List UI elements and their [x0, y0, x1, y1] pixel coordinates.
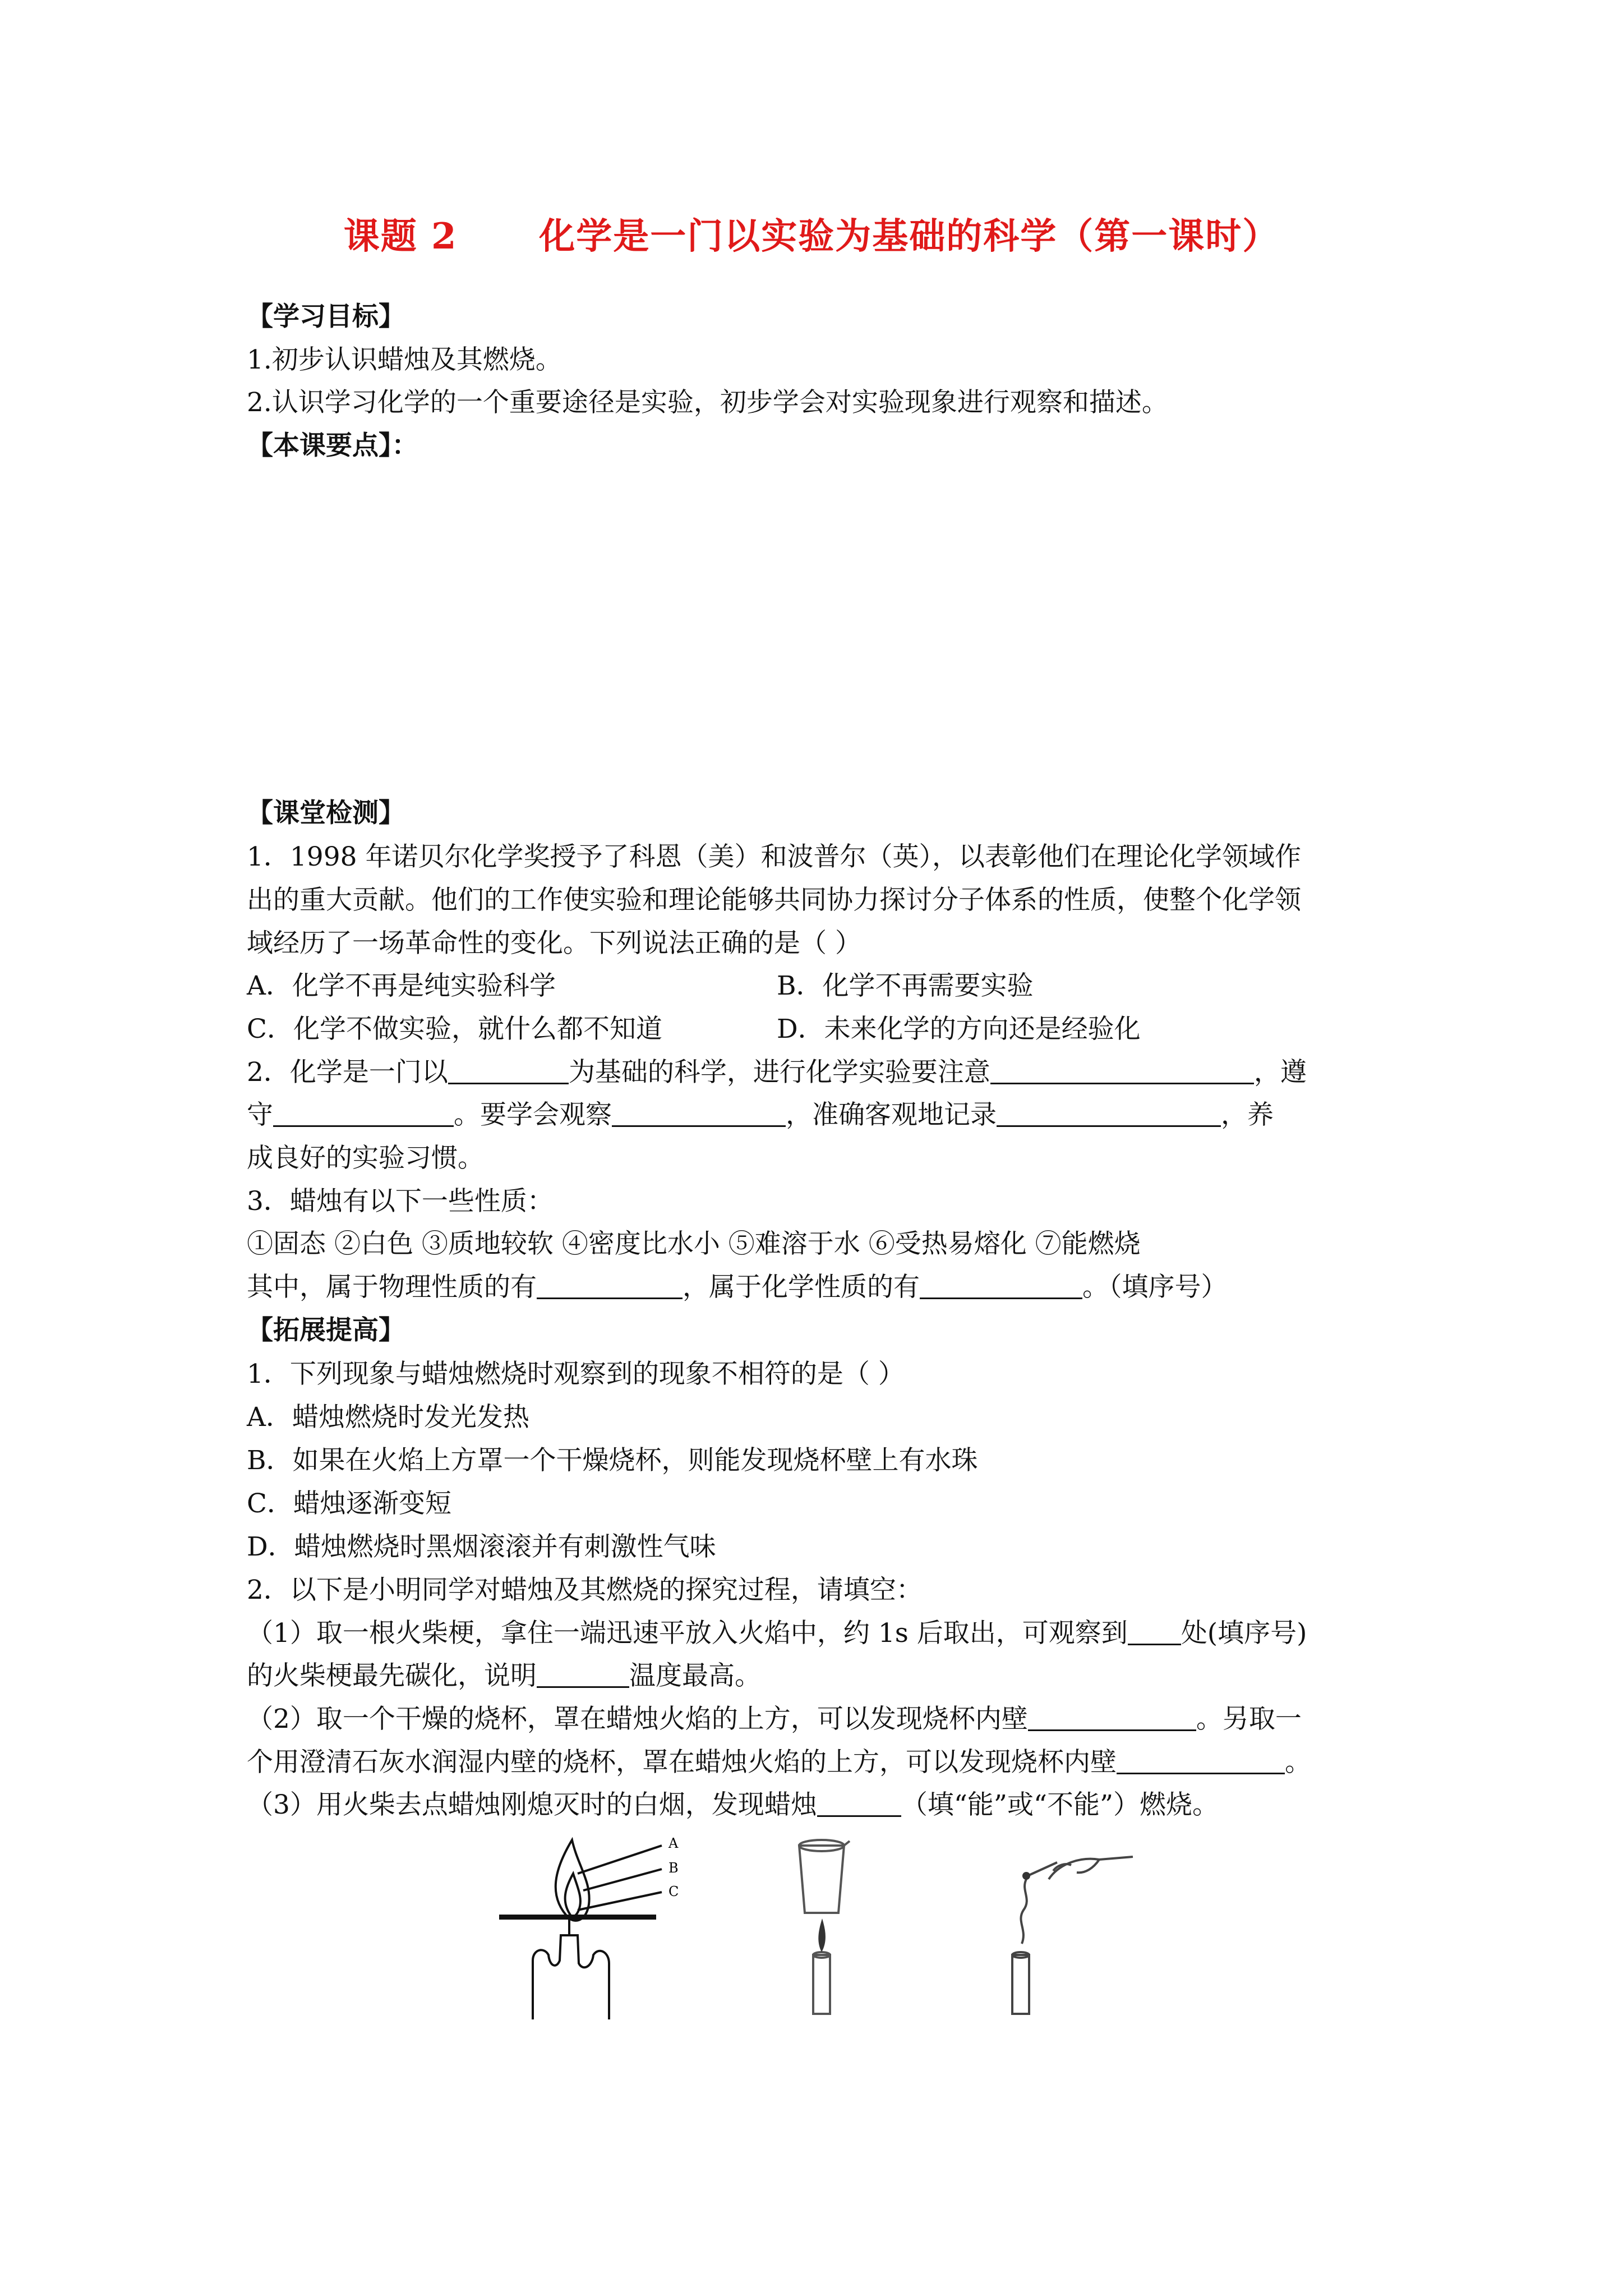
q2p1-text: 的火柴梗最先碳化，说明 [247, 1660, 537, 1691]
extend-q1-option-c: C．蜡烛逐渐变短 [247, 1488, 451, 1519]
beaker [799, 1846, 844, 1913]
answer-blank[interactable] [448, 1058, 569, 1084]
check-q3-line1: 3．蜡烛有以下一些性质： [247, 1186, 554, 1217]
label-c: C [668, 1884, 679, 1899]
extend-q2-part2-line2 [247, 1746, 1311, 1779]
check-q1-option-d: D．未来化学的方向还是经验化 [777, 1014, 1141, 1045]
candle-body [533, 1935, 609, 2019]
candle-flame [818, 1918, 826, 1952]
extend-q2-part2-line1 [247, 1703, 1302, 1736]
hand [1049, 1857, 1133, 1879]
answer-blank[interactable] [920, 1273, 1082, 1299]
answer-blank[interactable] [612, 1101, 786, 1127]
q2p1-text: 温度最高。 [629, 1660, 761, 1691]
answer-blank[interactable] [1128, 1619, 1181, 1645]
answer-blank[interactable] [537, 1662, 629, 1688]
extend-q2-stem: 2．以下是小明同学对蜡烛及其燃烧的探究过程，请填空： [247, 1575, 923, 1605]
experiment-figures [494, 1834, 1155, 2019]
q2p2-text: 。 [1285, 1747, 1311, 1778]
check-q2-line1 [247, 1056, 1307, 1089]
extend-q2-part3 [247, 1788, 1219, 1822]
q2p3-text: （3）用火柴去点蜡烛刚熄灭时的白烟，发现蜡烛 [247, 1789, 817, 1820]
q2p2-text: （2）取一个干燥的烧杯，罩在蜡烛火焰的上方，可以发现烧杯内壁 [247, 1704, 1028, 1734]
relight-smoke-figure [987, 1834, 1144, 2019]
answer-blank[interactable] [990, 1058, 1254, 1084]
extend-heading: 【拓展提高】 [247, 1315, 405, 1346]
check-q1-option-b: B．化学不再需要实验 [777, 970, 1034, 1001]
smoke-trail [1021, 1879, 1026, 1944]
extend-q2-part1-line1 [247, 1617, 1307, 1650]
answer-blank[interactable] [537, 1273, 683, 1299]
check-q1-line: 出的重大贡献。他们的工作使实验和理论能够共同协力探讨分子体系的性质，使整个化学领 [247, 885, 1301, 915]
check-q1-line: 1．1998 年诺贝尔化学奖授予了科恩（美）和波普尔（英），以表彰他们在理论化学领域作 [247, 841, 1301, 872]
page-title: 课题 2 化学是一门以实验为基础的科学（第一课时） [343, 215, 1280, 257]
check-q1-option-c: C．化学不做实验，就什么都不知道 [247, 1014, 662, 1045]
answer-blank[interactable] [273, 1101, 454, 1127]
check-q2-line3: 成良好的实验习惯。 [247, 1143, 484, 1174]
keypoints-heading: 【本课要点】： [247, 430, 418, 461]
check-q1-line: 域经历了一场革命性的变化。下列说法正确的是（ ） [247, 928, 861, 959]
candle-body [1012, 1955, 1029, 2014]
q3-text: ，属于化学性质的有 [683, 1272, 920, 1303]
extend-q2-part1-line2 [247, 1659, 761, 1693]
objective-item: 2.认识学习化学的一个重要途径是实验，初步学会对实验现象进行观察和描述。 [247, 387, 1168, 418]
q3-text: 其中，属于物理性质的有 [247, 1272, 537, 1303]
q2p1-text: 处(填序号) [1181, 1618, 1307, 1649]
check-q2-line2 [247, 1098, 1274, 1132]
q2p2-text: 个用澄清石灰水润湿内壁的烧杯，罩在蜡烛火焰的上方，可以发现烧杯内壁 [247, 1747, 1117, 1778]
q2-text: ，养 [1221, 1099, 1274, 1130]
objectives-heading: 【学习目标】 [247, 301, 405, 332]
q2-text: 2．化学是一门以 [247, 1057, 448, 1088]
q2-text: 守 [247, 1099, 273, 1130]
matchstick [499, 1915, 656, 1920]
answer-blank[interactable] [817, 1791, 901, 1817]
answer-blank[interactable] [1117, 1748, 1285, 1774]
q2-text: 。要学会观察 [454, 1099, 612, 1130]
extend-q1-option-a: A．蜡烛燃烧时发光发热 [247, 1402, 529, 1433]
check-q1-option-a: A．化学不再是纯实验科学 [247, 970, 556, 1001]
extend-q1-stem: 1．下列现象与蜡烛燃烧时观察到的现象不相符的是（ ） [247, 1359, 905, 1389]
match-head [1022, 1872, 1030, 1880]
pointer-a [578, 1846, 662, 1874]
answer-blank[interactable] [1028, 1705, 1196, 1731]
q2-text: ，准确客观地记录 [786, 1099, 997, 1130]
q2-text: 为基础的科学，进行化学实验要注意 [568, 1057, 990, 1088]
answer-blank[interactable] [997, 1101, 1221, 1127]
q2p3-text: （填“能”或“不能”）燃烧。 [901, 1789, 1219, 1820]
q2p1-text: （1）取一根火柴梗，拿住一端迅速平放入火焰中，约 1s 后取出，可观察到 [247, 1618, 1128, 1649]
label-b: B [668, 1860, 679, 1876]
check-q3-line3 [247, 1271, 1228, 1304]
matchstick-flame-figure [494, 1834, 707, 2019]
check-q3-line2: ①固态 ②白色 ③质地较软 ④密度比水小 ⑤难溶于水 ⑥受热易熔化 ⑦能燃烧 [247, 1228, 1141, 1259]
q2p2-text: 。另取一 [1196, 1704, 1302, 1734]
extend-q1-option-b: B．如果在火焰上方罩一个干燥烧杯，则能发现烧杯壁上有水珠 [247, 1445, 978, 1476]
extend-q1-option-d: D．蜡烛燃烧时黑烟滚滚并有刺激性气味 [247, 1531, 716, 1562]
q3-text: 。（填序号） [1082, 1272, 1228, 1303]
pointer-b [583, 1869, 662, 1890]
beaker-over-candle-figure [785, 1834, 875, 2019]
objective-item: 1.初步认识蜡烛及其燃烧。 [247, 344, 562, 375]
check-heading: 【课堂检测】 [247, 798, 405, 829]
label-a: A [668, 1835, 679, 1851]
beaker-spout [844, 1841, 850, 1846]
q2-text: ，遵 [1253, 1057, 1307, 1088]
candle-body [813, 1955, 830, 2014]
